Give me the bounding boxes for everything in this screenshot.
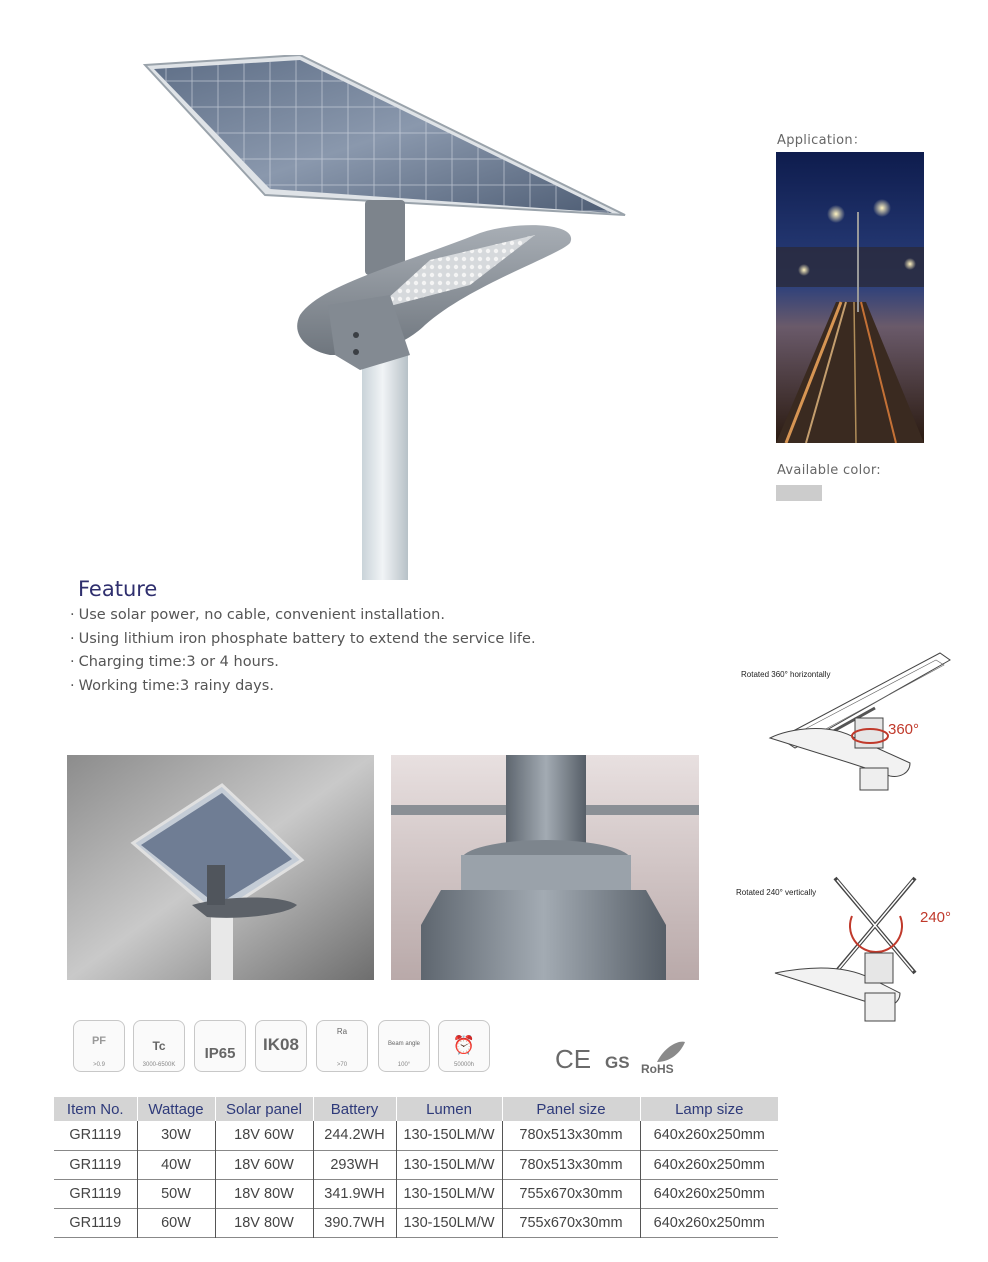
product-photo-closeup: [391, 755, 699, 980]
cell-solar-panel: 18V 60W: [215, 1121, 313, 1150]
color-temperature-icon: Tc 3000-6500K: [133, 1020, 185, 1072]
table-row: [54, 1208, 778, 1237]
cri-icon: Ra >70: [316, 1020, 368, 1072]
solar-street-light-image: [140, 55, 640, 585]
cell-item-no: GR1119: [69, 1156, 122, 1173]
feature-item: · Working time:3 rainy days.: [70, 675, 536, 699]
angle-360-label: 360°: [888, 721, 920, 738]
application-photo: [776, 152, 924, 443]
cell-solar-panel: 18V 80W: [215, 1208, 313, 1237]
cell-wattage: 40W: [137, 1150, 215, 1179]
cell-wattage: 30W: [137, 1121, 215, 1150]
rohs-mark: RoHS: [641, 1062, 674, 1076]
header-lamp-size: Lamp size: [640, 1097, 778, 1121]
cell-lamp-size: 640x260x250mm: [640, 1150, 778, 1179]
cell-lumen: 130-150LM/W: [396, 1179, 502, 1208]
rotation-vertical-caption: Rotated 240° vertically: [736, 888, 817, 897]
cell-lamp-size: 640x260x250mm: [640, 1121, 778, 1150]
cell-wattage: 60W: [137, 1208, 215, 1237]
color-swatch-grey: [776, 485, 822, 501]
feature-title: Feature: [78, 577, 158, 601]
cell-item-no: GR1119: [69, 1185, 122, 1202]
ce-mark: CE: [555, 1044, 592, 1074]
cell-lamp-size: 640x260x250mm: [640, 1208, 778, 1237]
cell-battery: 293WH: [313, 1150, 396, 1179]
feature-item: · Use solar power, no cable, convenient installation.: [70, 604, 536, 628]
cell-wattage: 50W: [137, 1179, 215, 1208]
angle-240-label: 240°: [920, 909, 952, 926]
cell-lumen: 130-150LM/W: [396, 1150, 502, 1179]
feature-item: · Using lithium iron phosphate battery to extend the service life.: [70, 628, 536, 652]
header-lumen: Lumen: [396, 1097, 502, 1121]
cell-panel-size: 780x513x30mm: [502, 1150, 640, 1179]
cell-battery: 390.7WH: [313, 1208, 396, 1237]
cell-solar-panel: 18V 60W: [215, 1150, 313, 1179]
available-color-label: Available color:: [777, 463, 881, 478]
pf-icon: PF >0.9: [73, 1020, 125, 1072]
ik08-icon: IK08: [255, 1020, 307, 1072]
product-photo-angle: [67, 755, 374, 980]
table-row: [54, 1121, 778, 1150]
feature-list: [70, 604, 536, 698]
table-row: [54, 1179, 778, 1208]
header-battery: Battery: [313, 1097, 396, 1121]
ip65-icon: IP65: [194, 1020, 246, 1072]
gs-mark: GS: [605, 1053, 630, 1072]
certification-marks: [553, 1038, 693, 1078]
feature-item: · Charging time:3 or 4 hours.: [70, 651, 536, 675]
cell-item-no: GR1119: [69, 1214, 122, 1231]
beam-angle-icon: Beam angle 100°: [378, 1020, 430, 1072]
cell-panel-size: 755x670x30mm: [502, 1179, 640, 1208]
header-item-no: Item No.: [54, 1097, 137, 1121]
leaf-icon: [657, 1042, 685, 1062]
cell-panel-size: 780x513x30mm: [502, 1121, 640, 1150]
header-panel-size: Panel size: [502, 1097, 640, 1121]
cell-battery: 341.9WH: [313, 1179, 396, 1208]
header-solar-panel: Solar panel: [215, 1097, 313, 1121]
spec-header-row: [54, 1097, 778, 1121]
lifetime-icon: ⏰ 50000h: [438, 1020, 490, 1072]
spec-table: [54, 1097, 778, 1238]
cell-lamp-size: 640x260x250mm: [640, 1179, 778, 1208]
cell-item-no: GR1119: [69, 1127, 122, 1144]
rotation-horizontal-caption: Rotated 360° horizontally: [741, 670, 831, 679]
cell-lumen: 130-150LM/W: [396, 1121, 502, 1150]
table-row: [54, 1150, 778, 1179]
application-label: Application：: [777, 133, 867, 148]
cell-panel-size: 755x670x30mm: [502, 1208, 640, 1237]
cell-lumen: 130-150LM/W: [396, 1208, 502, 1237]
cell-solar-panel: 18V 80W: [215, 1179, 313, 1208]
header-wattage: Wattage: [137, 1097, 215, 1121]
cell-battery: 244.2WH: [313, 1121, 396, 1150]
